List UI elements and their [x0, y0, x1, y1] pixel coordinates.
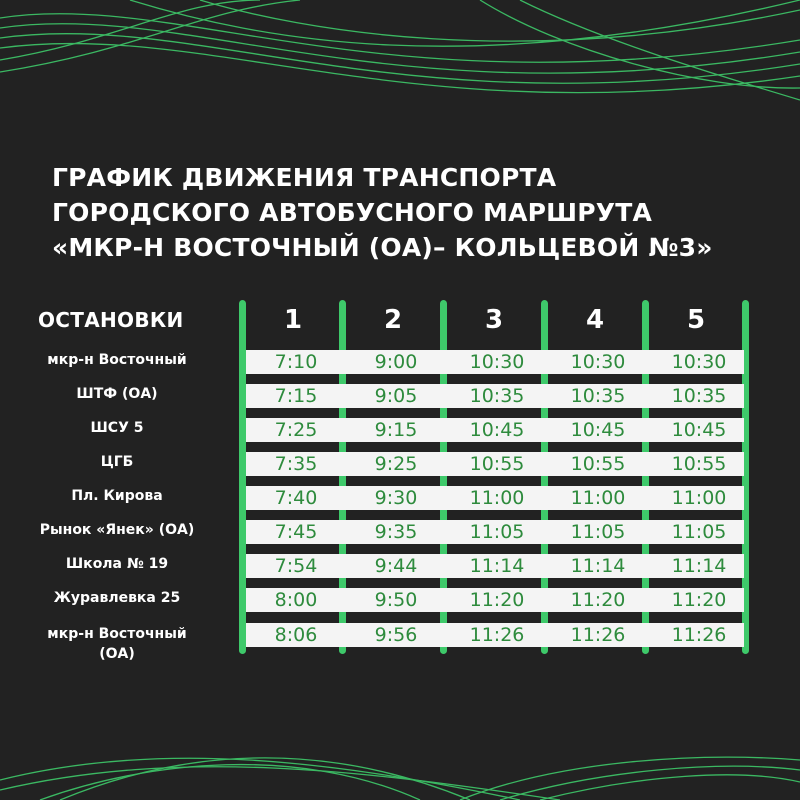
time-cell: 10:45 — [570, 419, 626, 441]
time-cell: 11:05 — [671, 521, 727, 543]
table-row — [246, 452, 744, 476]
time-cell: 9:00 — [374, 351, 418, 373]
time-cell: 9:56 — [374, 624, 418, 646]
column-header: 3 — [484, 305, 504, 335]
time-cell: 11:05 — [469, 521, 525, 543]
table-row — [246, 418, 744, 442]
table-row — [246, 350, 744, 374]
time-cell: 10:55 — [671, 453, 727, 475]
title-line-3: «МКР-Н ВОСТОЧНЫЙ (ОА)– КОЛЬЦЕВОЙ №3» — [52, 233, 713, 262]
time-cell: 9:15 — [374, 419, 418, 441]
time-cell: 9:44 — [374, 555, 418, 577]
column-header: 5 — [686, 305, 706, 335]
time-cell: 10:55 — [570, 453, 626, 475]
time-cell: 11:26 — [671, 624, 727, 646]
column-header: 4 — [585, 305, 605, 335]
time-cell: 11:20 — [469, 589, 525, 611]
time-cell: 7:45 — [274, 521, 318, 543]
time-cell: 7:25 — [274, 419, 318, 441]
stop-name: мкр-н Восточный — [47, 352, 187, 368]
time-cell: 11:14 — [469, 555, 525, 577]
table-row — [246, 384, 744, 408]
column-header: 2 — [383, 305, 403, 335]
time-cell: 9:25 — [374, 453, 418, 475]
time-cell: 8:00 — [274, 589, 318, 611]
stop-name: Рынок «Янек» (ОА) — [39, 522, 195, 538]
time-cell: 7:35 — [274, 453, 318, 475]
table-row — [246, 588, 744, 612]
time-cell: 10:35 — [671, 385, 727, 407]
stop-name: ЦГБ — [100, 454, 134, 470]
stop-name: Школа № 19 — [65, 556, 169, 572]
time-cell: 11:05 — [570, 521, 626, 543]
time-cell: 7:54 — [274, 555, 318, 577]
time-cell: 10:30 — [469, 351, 525, 373]
time-cell: 11:26 — [469, 624, 525, 646]
time-cell: 10:30 — [570, 351, 626, 373]
time-cell: 10:45 — [469, 419, 525, 441]
time-cell: 7:40 — [274, 487, 318, 509]
time-cell: 11:26 — [570, 624, 626, 646]
time-cell: 10:30 — [671, 351, 727, 373]
time-cell: 10:35 — [469, 385, 525, 407]
time-cell: 11:00 — [671, 487, 727, 509]
time-cell: 11:00 — [469, 487, 525, 509]
title-line-2: ГОРОДСКОГО АВТОБУСНОГО МАРШРУТА — [52, 198, 653, 227]
time-cell: 10:55 — [469, 453, 525, 475]
stop-name: ШСУ 5 — [90, 420, 144, 436]
title-line-1: ГРАФИК ДВИЖЕНИЯ ТРАНСПОРТА — [52, 163, 557, 192]
time-cell: 7:15 — [274, 385, 318, 407]
stop-name: ШТФ (ОА) — [76, 386, 158, 402]
stop-name: Журавлевка 25 — [53, 590, 181, 606]
time-cell: 7:10 — [274, 351, 318, 373]
column-divider — [239, 300, 246, 654]
time-cell: 11:14 — [671, 555, 727, 577]
time-cell: 11:20 — [570, 589, 626, 611]
column-header: 1 — [283, 305, 303, 335]
time-cell: 8:06 — [274, 624, 318, 646]
time-cell: 9:30 — [374, 487, 418, 509]
table-row — [246, 623, 744, 647]
time-cell: 9:50 — [374, 589, 418, 611]
table-row — [246, 520, 744, 544]
stop-name: мкр-н Восточный (ОА) — [47, 626, 187, 662]
table-row — [246, 554, 744, 578]
time-cell: 9:05 — [374, 385, 418, 407]
stop-name: Пл. Кирова — [71, 488, 163, 504]
page-title — [52, 160, 792, 265]
time-cell: 9:35 — [374, 521, 418, 543]
table-row — [246, 486, 744, 510]
time-cell: 11:14 — [570, 555, 626, 577]
time-cell: 11:20 — [671, 589, 727, 611]
time-cell: 11:00 — [570, 487, 626, 509]
time-cell: 10:35 — [570, 385, 626, 407]
stops-header: ОСТАНОВКИ — [38, 308, 184, 332]
time-cell: 10:45 — [671, 419, 727, 441]
